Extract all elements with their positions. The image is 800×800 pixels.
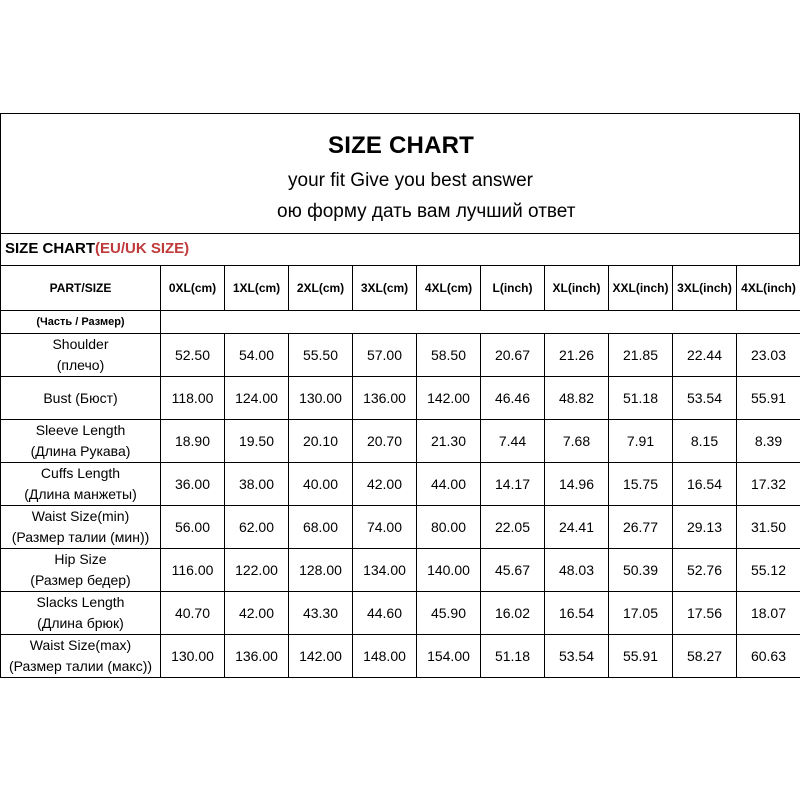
- size-value: 31.50: [737, 506, 800, 549]
- size-value: 8.15: [673, 420, 737, 463]
- size-value: 7.44: [481, 420, 545, 463]
- size-value: 136.00: [353, 377, 417, 420]
- section-heading-prefix: SIZE CHART: [5, 240, 95, 257]
- size-value: 45.67: [481, 549, 545, 592]
- row-label: [1, 420, 161, 463]
- size-value: 50.39: [609, 549, 673, 592]
- size-value: 136.00: [225, 635, 289, 678]
- row-label-ru: (Длина брюк): [37, 615, 124, 631]
- row-label: [1, 592, 161, 635]
- size-value: 17.05: [609, 592, 673, 635]
- size-value: 52.50: [161, 334, 225, 377]
- size-value: 14.17: [481, 463, 545, 506]
- size-value: 16.02: [481, 592, 545, 635]
- size-value: 20.67: [481, 334, 545, 377]
- size-value: 118.00: [161, 377, 225, 420]
- size-value: 23.03: [737, 334, 800, 377]
- row-label: [1, 463, 161, 506]
- size-value: 53.54: [673, 377, 737, 420]
- header-size: 1XL(cm): [225, 266, 289, 311]
- row-label-en: Waist Size(max): [29, 637, 132, 653]
- size-value: 36.00: [161, 463, 225, 506]
- size-value: 21.26: [545, 334, 609, 377]
- header-size: XL(inch): [545, 266, 609, 311]
- row-label: [1, 334, 161, 377]
- size-value: 19.50: [225, 420, 289, 463]
- row-label-en: Hip Size: [54, 551, 107, 567]
- measurement-row: [1, 463, 800, 506]
- size-value: 80.00: [417, 506, 481, 549]
- header-size: 0XL(cm): [161, 266, 225, 311]
- header-size: 4XL(cm): [417, 266, 481, 311]
- size-value: 52.76: [673, 549, 737, 592]
- size-value: 16.54: [545, 592, 609, 635]
- measurement-row: [1, 506, 800, 549]
- header-row: [1, 266, 800, 311]
- size-value: 21.30: [417, 420, 481, 463]
- size-value: 48.82: [545, 377, 609, 420]
- row-label: [1, 506, 161, 549]
- measurement-row: [1, 635, 800, 678]
- chart-header: [0, 113, 800, 233]
- size-value: 18.07: [737, 592, 800, 635]
- size-value: 42.00: [225, 592, 289, 635]
- size-value: 40.00: [289, 463, 353, 506]
- header-size: 2XL(cm): [289, 266, 353, 311]
- size-value: 26.77: [609, 506, 673, 549]
- row-label: [1, 549, 161, 592]
- header-size: 3XL(inch): [673, 266, 737, 311]
- size-value: 42.00: [353, 463, 417, 506]
- size-value: 8.39: [737, 420, 800, 463]
- size-value: 124.00: [225, 377, 289, 420]
- size-value: 7.91: [609, 420, 673, 463]
- header-size: 4XL(inch): [737, 266, 800, 311]
- row-label-ru: (Длина Рукава): [30, 443, 131, 459]
- section-heading: [0, 233, 800, 265]
- size-value: 130.00: [161, 635, 225, 678]
- size-value: 20.70: [353, 420, 417, 463]
- chart-subtitle-ru: ою форму дать вам лучший ответ: [277, 201, 576, 222]
- size-value: 7.68: [545, 420, 609, 463]
- size-value: 45.90: [417, 592, 481, 635]
- size-value: 17.32: [737, 463, 800, 506]
- size-value: 68.00: [289, 506, 353, 549]
- size-value: 40.70: [161, 592, 225, 635]
- size-value: 16.54: [673, 463, 737, 506]
- size-value: 51.18: [481, 635, 545, 678]
- size-value: 44.60: [353, 592, 417, 635]
- size-value: 18.90: [161, 420, 225, 463]
- size-value: 20.10: [289, 420, 353, 463]
- size-value: 17.56: [673, 592, 737, 635]
- size-value: 122.00: [225, 549, 289, 592]
- row-label-ru: (Размер талии (мин)): [11, 529, 150, 545]
- size-value: 62.00: [225, 506, 289, 549]
- measurement-row: [1, 592, 800, 635]
- size-value: 43.30: [289, 592, 353, 635]
- measurement-row: [1, 377, 800, 420]
- size-table: [0, 265, 800, 678]
- header-size: XXL(inch): [609, 266, 673, 311]
- size-value: 128.00: [289, 549, 353, 592]
- size-value: 48.03: [545, 549, 609, 592]
- size-value: 154.00: [417, 635, 481, 678]
- row-label-en: Bust (Бюст): [43, 389, 118, 406]
- measurement-row: [1, 420, 800, 463]
- row-label-en: Slacks Length: [36, 594, 125, 610]
- chart-subtitle: your fit Give you best answer: [288, 170, 533, 191]
- header-size: 3XL(cm): [353, 266, 417, 311]
- size-value: 60.63: [737, 635, 800, 678]
- size-value: 44.00: [417, 463, 481, 506]
- row-label-ru: (Размер талии (макс)): [8, 658, 153, 674]
- row-label-ru: (Длина манжеты): [24, 486, 137, 502]
- size-value: 55.91: [737, 377, 800, 420]
- row-label-en: Sleeve Length: [35, 422, 126, 438]
- header-part-ru: (Часть / Размер): [1, 311, 161, 334]
- size-value: 56.00: [161, 506, 225, 549]
- size-value: 51.18: [609, 377, 673, 420]
- row-label: [1, 635, 161, 678]
- size-value: 116.00: [161, 549, 225, 592]
- chart-title: SIZE CHART: [328, 132, 474, 159]
- section-heading-suffix: (EU/UK SIZE): [95, 240, 190, 257]
- size-chart: [0, 113, 800, 678]
- row-label-ru: (Размер бедер): [30, 572, 131, 588]
- size-value: 46.46: [481, 377, 545, 420]
- header-part: PART/SIZE: [1, 266, 161, 311]
- measurement-row: [1, 334, 800, 377]
- size-value: 74.00: [353, 506, 417, 549]
- row-label-en: Waist Size(min): [31, 508, 130, 524]
- size-value: 134.00: [353, 549, 417, 592]
- measurement-row: [1, 549, 800, 592]
- size-value: 29.13: [673, 506, 737, 549]
- size-value: 148.00: [353, 635, 417, 678]
- size-value: 22.05: [481, 506, 545, 549]
- size-value: 53.54: [545, 635, 609, 678]
- row-label-en: Cuffs Length: [40, 465, 121, 481]
- size-value: 55.12: [737, 549, 800, 592]
- size-value: 54.00: [225, 334, 289, 377]
- header-size: L(inch): [481, 266, 545, 311]
- size-value: 130.00: [289, 377, 353, 420]
- size-value: 24.41: [545, 506, 609, 549]
- row-label-en: Shoulder: [52, 336, 109, 352]
- size-value: 140.00: [417, 549, 481, 592]
- size-value: 14.96: [545, 463, 609, 506]
- header-subrow-blank: [161, 311, 800, 334]
- size-value: 55.91: [609, 635, 673, 678]
- size-value: 21.85: [609, 334, 673, 377]
- size-value: 15.75: [609, 463, 673, 506]
- size-value: 142.00: [289, 635, 353, 678]
- size-value: 55.50: [289, 334, 353, 377]
- size-value: 22.44: [673, 334, 737, 377]
- size-value: 58.27: [673, 635, 737, 678]
- size-value: 142.00: [417, 377, 481, 420]
- row-label: [1, 377, 161, 420]
- size-value: 58.50: [417, 334, 481, 377]
- row-label-ru: (плечо): [56, 357, 105, 373]
- size-value: 38.00: [225, 463, 289, 506]
- size-value: 57.00: [353, 334, 417, 377]
- header-subrow: [1, 311, 800, 334]
